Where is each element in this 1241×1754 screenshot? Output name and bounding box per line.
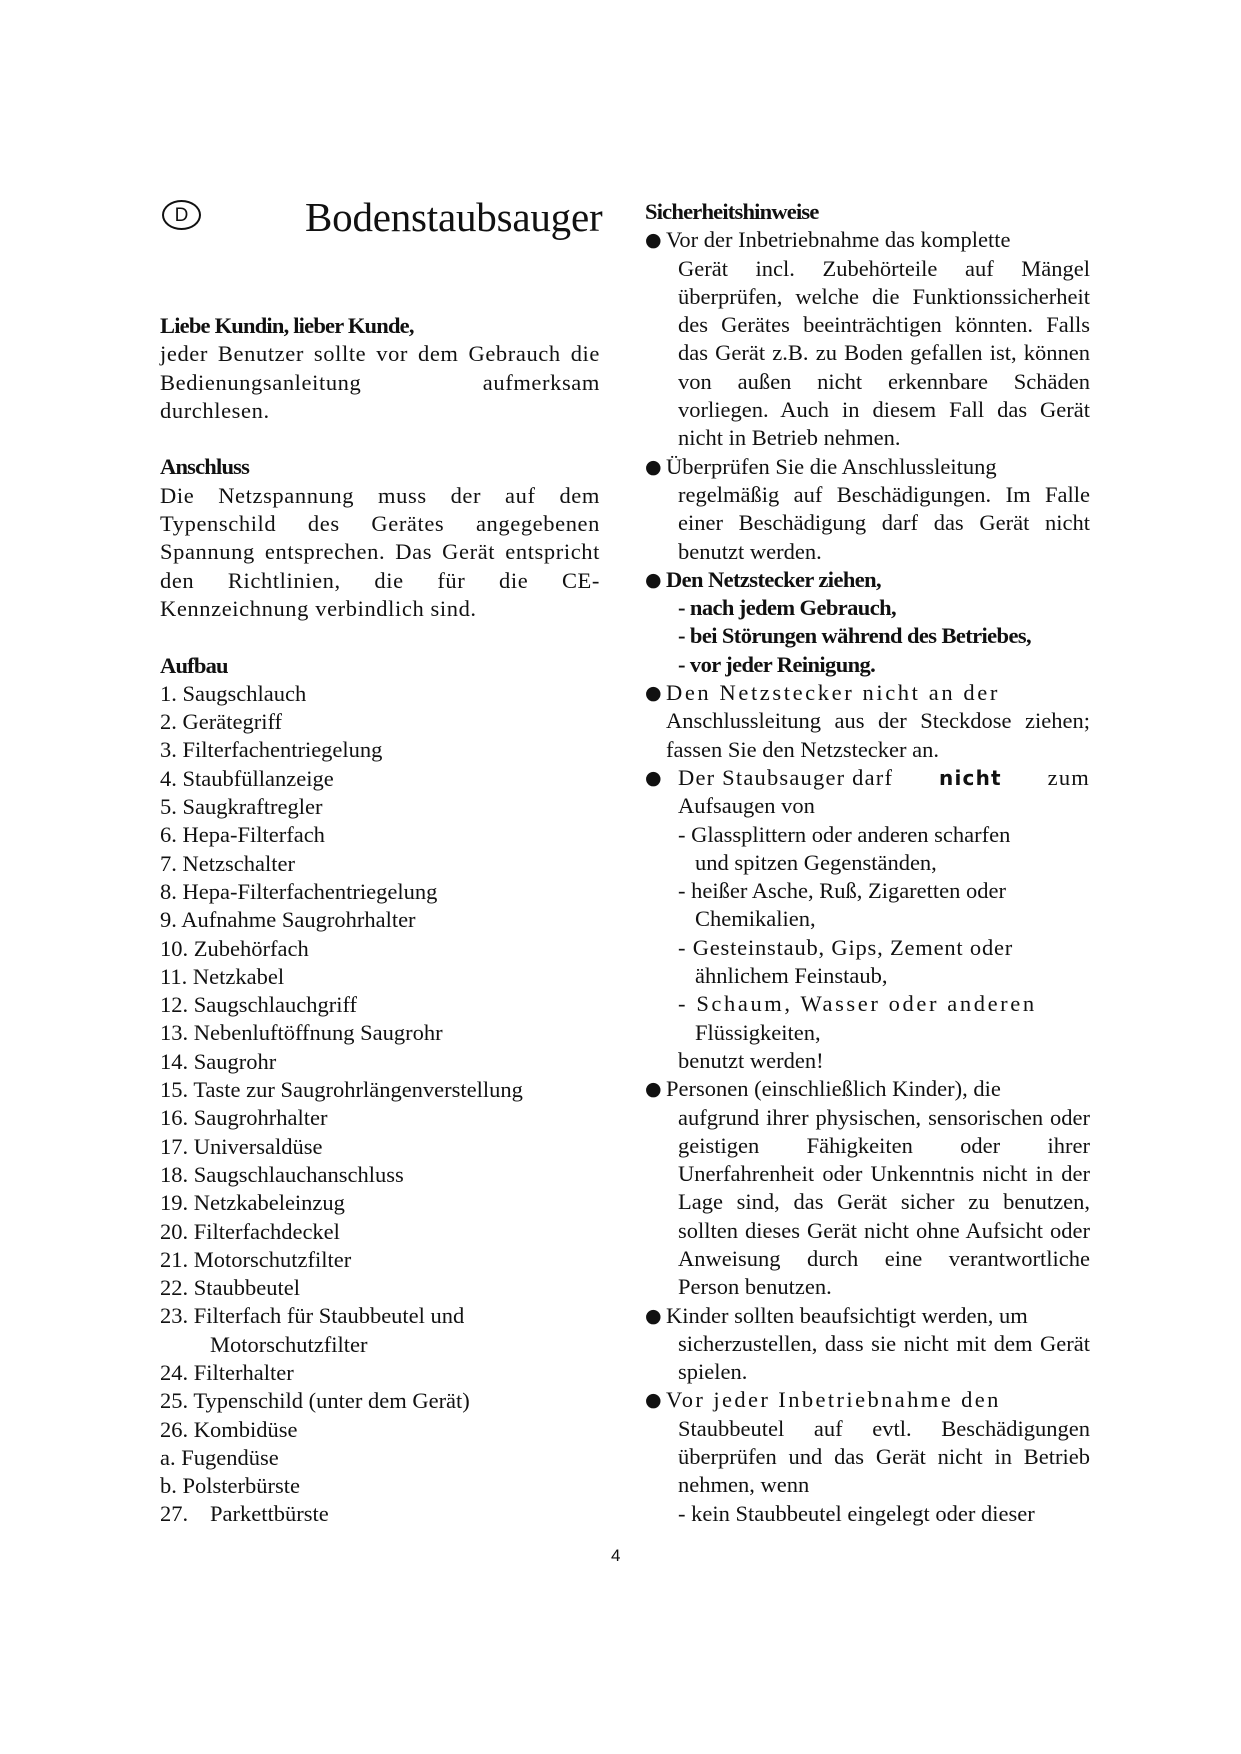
bullet-dash-line: - heißer Asche, Ruß, Zigaretten oder — [678, 878, 1007, 904]
parts-list-item: 14. Saugrohr — [160, 1048, 277, 1074]
bullet-dash-cont: Flüssigkeiten, — [695, 1019, 821, 1045]
bullet-first-line: Vor jeder Inbetriebnahme den — [666, 1387, 1001, 1413]
bullet-text: Gerät incl. Zubehörteile auf Mängel überprüfen, welche die Funktionssicherheit des Gerätes beeinträchtigen könnten. Falls das Gerät z.B. zu Boden gefallen ist, können von außen nicht erkennbare Schäden vorliegen. Auch in diesem Fall das Gerät nicht in Betrieb nehmen. — [678, 255, 1090, 451]
safety-bullet — [645, 1302, 1090, 1387]
bullet-first-line: Personen (einschließlich Kinder), die — [666, 1076, 1001, 1102]
bullet-dash-line: - vor jeder Reinigung. — [678, 651, 876, 677]
bullet-text: Staubbeutel auf evtl. Beschädigungen überprüfen und das Gerät nicht in Betrieb nehmen, wenn — [678, 1415, 1090, 1498]
parts-list-item: 9. Aufnahme Saugrohrhalter — [160, 907, 416, 933]
greeting-text: jeder Benutzer sollte vor dem Gebrauch die Bedienungsanleitung aufmerksam durchlesen. — [160, 341, 600, 423]
bullet-dash-cont: und spitzen Gegenständen, — [695, 849, 937, 875]
parts-list-item: 11. Netzkabel — [160, 963, 285, 989]
bullet-first-line — [678, 764, 1090, 792]
right-column — [645, 198, 1090, 1528]
bullet-dash-line: - Glassplittern oder anderen scharfen — [678, 821, 1011, 847]
connection-text: Die Netzspannung muss der auf dem Typenschild des Gerätes angegebenen Spannung entsprechen. Das Gerät entspricht den Richtlinien, die für die CE-Kennzeichnung verbindlich sind. — [160, 482, 600, 621]
page-title: Bodenstaubsauger — [305, 194, 603, 240]
bullet-dash-line: - bei Störungen während des Betriebes, — [678, 623, 1032, 649]
connection-heading: Anschluss — [160, 454, 250, 480]
bullet-icon: ● — [645, 568, 661, 591]
parts-list-item: 5. Saugkraftregler — [160, 794, 323, 820]
parts-list-item: 7. Netzschalter — [160, 850, 295, 876]
safety-bullet — [645, 1075, 1090, 1301]
parts-list-item: 20. Filterfachdeckel — [160, 1218, 340, 1244]
bullet-icon: ● — [645, 766, 662, 789]
parts-list-item: 10. Zubehörfach — [160, 935, 309, 961]
bullet-dash-line: - nach jedem Gebrauch, — [678, 595, 897, 621]
parts-list-item: 6. Hepa-Filterfach — [160, 822, 325, 848]
parts-list-item: 26. Kombidüse — [160, 1416, 298, 1442]
left-column — [160, 312, 600, 1529]
bullet-text: aufgrund ihrer physischen, sensorischen oder geistigen Fähigkeiten oder ihrer Unerfahrenheit oder Unkenntnis nicht in der Lage sind, das Gerät sicher zu benutzen, sollten dieses Gerät nicht ohne Aufsicht oder Anweisung durch eine verantwortliche Person benutzen. — [678, 1104, 1090, 1300]
bullet-dash-line: - Gesteinstaub, Gips, Zement oder — [678, 934, 1014, 960]
parts-sub-item: b. Polsterbürste — [160, 1473, 300, 1499]
bullet-icon: ● — [645, 1389, 662, 1412]
parts-list-item: Motorschutzfilter — [210, 1331, 368, 1357]
bullet-icon: ● — [645, 682, 662, 705]
parts-list-item: 8. Hepa-Filterfachentriegelung — [160, 878, 438, 904]
parts-list-item: 21. Motorschutzfilter — [160, 1246, 352, 1272]
page-number: 4 — [611, 1546, 621, 1565]
bullet-icon: ● — [645, 455, 662, 478]
bullet-first-line: Überprüfen Sie die Anschlussleitung — [666, 453, 997, 479]
safety-bullet — [645, 566, 1090, 679]
parts-list-item: 3. Filterfachentriegelung — [160, 737, 383, 763]
parts-list-item: 25. Typenschild (unter dem Gerät) — [160, 1388, 470, 1414]
bullet-text: benutzt werden! — [678, 1047, 824, 1073]
parts-list-item: 22. Staubbeutel — [160, 1275, 300, 1301]
safety-bullet — [645, 679, 1090, 764]
bullet-text: regelmäßig auf Beschädigungen. Im Falle einer Beschädigung darf das Gerät nicht benutzt werden. — [678, 481, 1090, 564]
parts-list-item: 18. Saugschlauchanschluss — [160, 1161, 404, 1187]
parts-list — [160, 680, 600, 1529]
bullet-icon: ● — [645, 229, 662, 252]
bullet-dash-cont: ähnlichem Feinstaub, — [695, 963, 888, 989]
language-badge: D — [162, 200, 201, 230]
parts-list-item: 16. Saugrohrhalter — [160, 1105, 328, 1131]
parts-list-item: 2. Gerätegriff — [160, 709, 283, 735]
parts-label: Parkettbürste — [210, 1501, 329, 1527]
parts-list-item: 23. Filterfach für Staubbeutel und — [160, 1303, 465, 1329]
parts-list-item — [160, 1500, 600, 1528]
parts-list-item: 12. Saugschlauchgriff — [160, 992, 358, 1018]
bullet-text: Anschlussleitung aus der Steckdose ziehen; fassen Sie den Netzstecker an. — [666, 708, 1090, 762]
bullet-dash-line: - kein Staubbeutel eingelegt oder dieser — [678, 1500, 1035, 1526]
parts-list-item: 19. Netzkabeleinzug — [160, 1190, 345, 1216]
bullet-dash-cont: Chemikalien, — [695, 906, 816, 932]
assembly-heading: Aufbau — [160, 652, 228, 678]
safety-bullet — [645, 1386, 1090, 1527]
bullet-icon: ● — [645, 1078, 662, 1101]
bullet-text-post: zum — [1047, 764, 1090, 790]
bullet-first-line: Den Netzstecker ziehen, — [666, 566, 882, 592]
parts-number: 27. — [160, 1501, 189, 1527]
bullet-dash-line: - Schaum, Wasser oder anderen — [678, 991, 1037, 1017]
bullet-text-pre: Der Staubsauger darf — [678, 764, 894, 790]
parts-list-item: 4. Staubfüllanzeige — [160, 765, 334, 791]
bullet-first-line: Den Netzstecker nicht an der — [666, 680, 1000, 706]
parts-list-item: 24. Filterhalter — [160, 1359, 294, 1385]
parts-list-item: 15. Taste zur Saugrohrlängenverstellung — [160, 1077, 523, 1103]
safety-bullet — [645, 226, 1090, 452]
parts-list-item: 13. Nebenluftöffnung Saugrohr — [160, 1020, 443, 1046]
bullet-icon: ● — [645, 1304, 662, 1327]
greeting-heading: Liebe Kundin, lieber Kunde, — [160, 313, 414, 338]
bullet-text: sicherzustellen, dass sie nicht mit dem Gerät spielen. — [678, 1330, 1090, 1385]
bullet-first-line: Kinder sollten beaufsichtigt werden, um — [666, 1302, 1028, 1328]
safety-bullet — [645, 764, 1090, 1075]
safety-heading: Sicherheitshinweise — [645, 199, 819, 224]
parts-list-item: 1. Saugschlauch — [160, 680, 307, 706]
bullet-text: Aufsaugen von — [678, 793, 815, 819]
bullet-first-line: Vor der Inbetriebnahme das komplette — [666, 227, 1011, 253]
safety-bullet — [645, 453, 1090, 566]
parts-list-item: 17. Universaldüse — [160, 1133, 323, 1159]
emphasis-text: nicht — [939, 765, 1002, 790]
parts-sub-item: a. Fugendüse — [160, 1444, 279, 1470]
